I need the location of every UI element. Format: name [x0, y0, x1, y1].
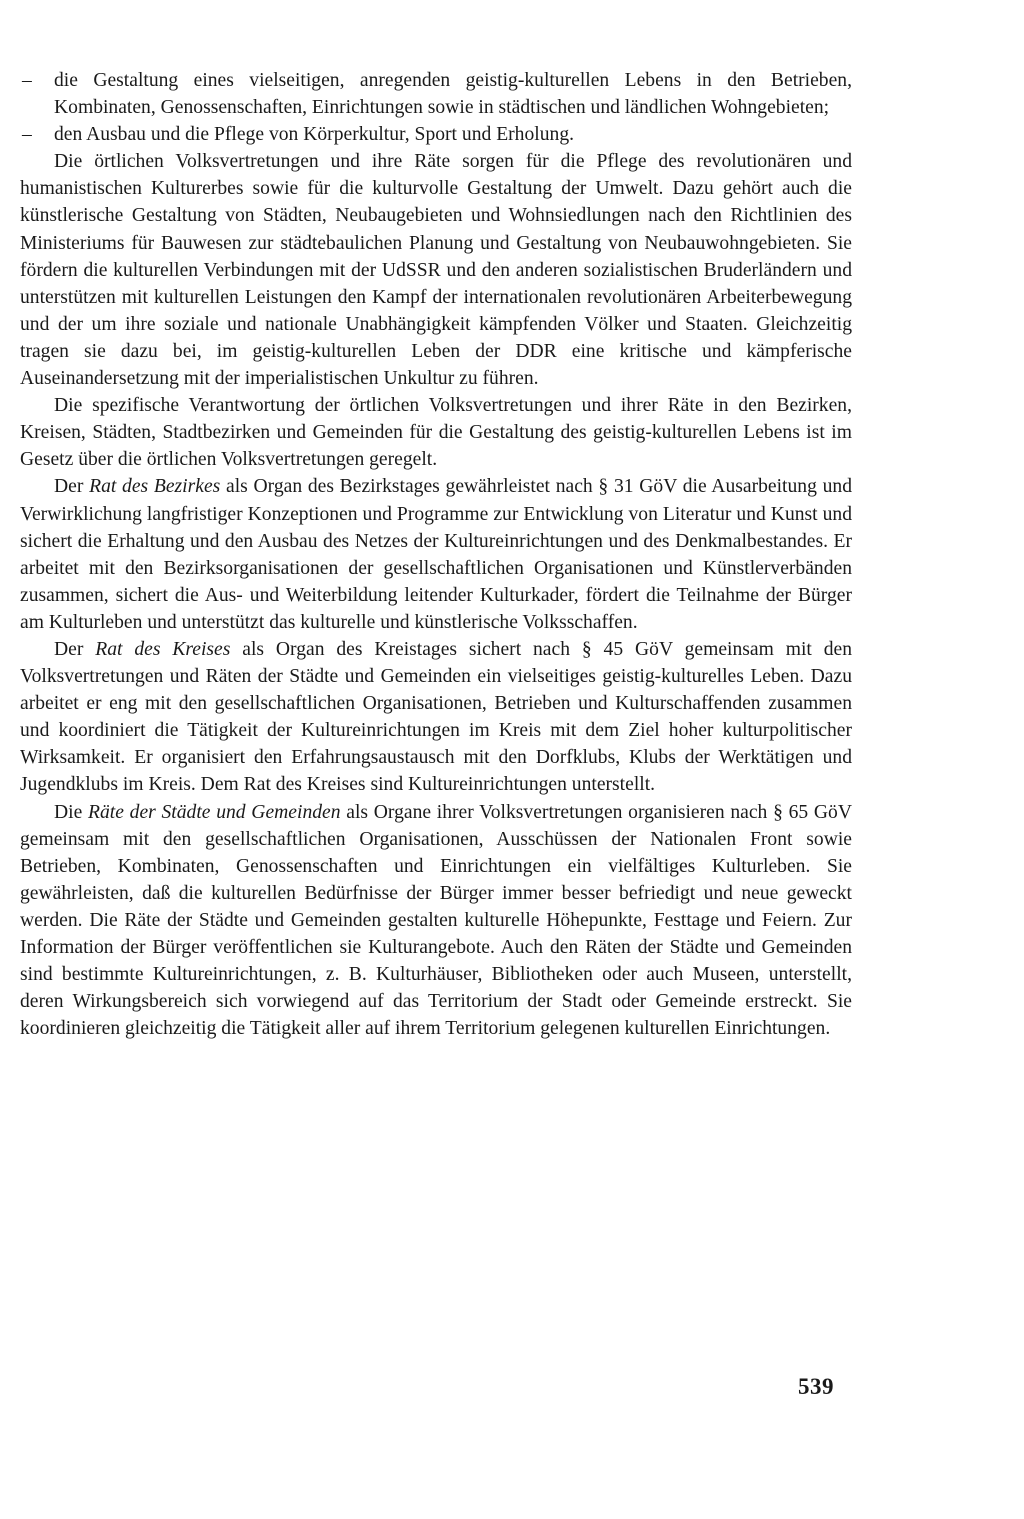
paragraph — [20, 799, 852, 1043]
paragraph-rest: als Organ des Kreistages sichert nach § 45 GöV gemeinsam mit den Volksvertretungen und Räten der Städte und Gemeinden ein vielseitiges geistig-kulturelles Leben. Dazu arbeitet er eng mit den gesellschaftlichen Organisationen, Betrieben und Kulturschaffenden zusammen und koordiniert die Tätigkeit der Kultureinrichtungen im Kreis mit dem Ziel hoher kulturpolitischer Wirksamkeit. Er organisiert den Erfahrungsaustausch mit den Dorfklubs, Klubs der Werktätigen und Jugendklubs im Kreis. Dem Rat des Kreises sind Kultureinrichtungen unterstellt. — [20, 638, 852, 796]
paragraph-lead: Der — [54, 476, 84, 498]
paragraph-rest: als Organe ihrer Volksvertretungen organisieren nach § 65 GöV gemeinsam mit den gesellschaftlichen Organisationen, Ausschüssen der Nationalen Front sowie Betrieben, Kombinaten, Genossenschaften und Einrichtungen ein vielfältiges Kulturleben. Sie gewährleisten, daß die kulturellen Bedürfnisse der Bürger immer besser befriedigt und neue geweckt werden. Die Räte der Städte und Gemeinden gestalten kulturelle Höhepunkte, Festtage und Feiern. Zur Information der Bürger veröffentlichen sie Kulturangebote. Auch den Räten der Städte und Gemeinden sind bestimmte Kultureinrichtungen, z. B. Kulturhäuser, Bibliotheken oder auch Museen, unterstellt, deren Wirkungsbereich sich vorwiegend auf das Territorium der Stadt oder Gemeinde erstreckt. Sie koordinieren gleichzeitig die Tätigkeit aller auf ihrem Territorium gelegenen kulturellen Einrichtungen. — [20, 801, 852, 1040]
paragraph-emphasis: Räte der Städte und Gemeinden — [88, 801, 341, 823]
paragraph-rest: als Organ des Bezirkstages gewährleistet nach § 31 GöV die Ausarbeitung und Verwirklichung langfristiger Konzeptionen und Programme zur Entwicklung von Literatur und Kunst und sichert die Erhaltung und den Ausbau des Netzes der Kultureinrichtungen und des Denkmalbestandes. Er arbeitet mit den Bezirksorganisationen der gesellschaftlichen Organisationen und Künstlerverbänden zusammen, sichert die Aus- und Weiterbildung leitender Kulturkader, fördert die Teilnahme der Bürger am Kulturleben und unterstützt das kulturelle und künstlerische Volksschaffen. — [20, 476, 852, 633]
paragraph-emphasis: Rat des Kreises — [95, 638, 231, 660]
paragraph: Die spezifische Verantwortung der örtlichen Volksvertretungen und ihrer Räte in den Bezirken, Kreisen, Städten, Stadtbezirken und Gemeinden für die Gestaltung des geistig-kulturellen Lebens ist im Gesetz über die örtlichen Volksvertretungen geregelt. — [20, 395, 852, 471]
paragraph-emphasis: Rat des Bezirkes — [89, 476, 221, 498]
paragraph-lead: Der — [54, 638, 84, 660]
paragraph-lead: Die — [54, 801, 83, 823]
list-item — [20, 67, 852, 121]
paragraph: Die örtlichen Volksvertretungen und ihre Räte sorgen für die Pflege des revolutionären und humanistischen Kulturerbes sowie für die kulturvolle Gestaltung der Umwelt. Dazu gehört auch die künstlerische Gestaltung von Städten, Neubaugebieten und Wohnsiedlungen nach den Richtlinien des Ministeriums für Bauwesen zur städtebaulichen Planung und Gestaltung von Neubauwohngebieten. Sie fördern die kulturellen Verbindungen mit der UdSSR und den anderen sozialistischen Bruderländern und unterstützen mit kulturellen Leistungen den Kampf der internationalen revolutionären Arbeiterbewegung und der um ihre soziale und nationale Unabhängigkeit kämpfenden Völker und Staaten. Gleichzeitig tragen sie dazu bei, im geistig-kulturellen Leben der DDR eine kritische und kämpferische Auseinandersetzung mit der imperialistischen Unkultur zu führen. — [20, 151, 852, 390]
list-item-text: den Ausbau und die Pflege von Körperkultur, Sport und Erholung. — [54, 124, 575, 146]
paragraph — [20, 473, 852, 636]
list-item — [20, 121, 852, 148]
body-text — [20, 67, 852, 1042]
dash-marker: – — [22, 124, 32, 146]
paragraph — [20, 636, 852, 799]
page-number: 539 — [798, 1374, 834, 1399]
list-item-text: die Gestaltung eines vielseitigen, anregenden geistig-kulturellen Lebens in den Betrieben, Kombinaten, Genossenschaften, Einrichtungen sowie in städtischen und ländlichen Wohngebieten; — [54, 70, 852, 119]
dash-marker: – — [22, 70, 32, 91]
